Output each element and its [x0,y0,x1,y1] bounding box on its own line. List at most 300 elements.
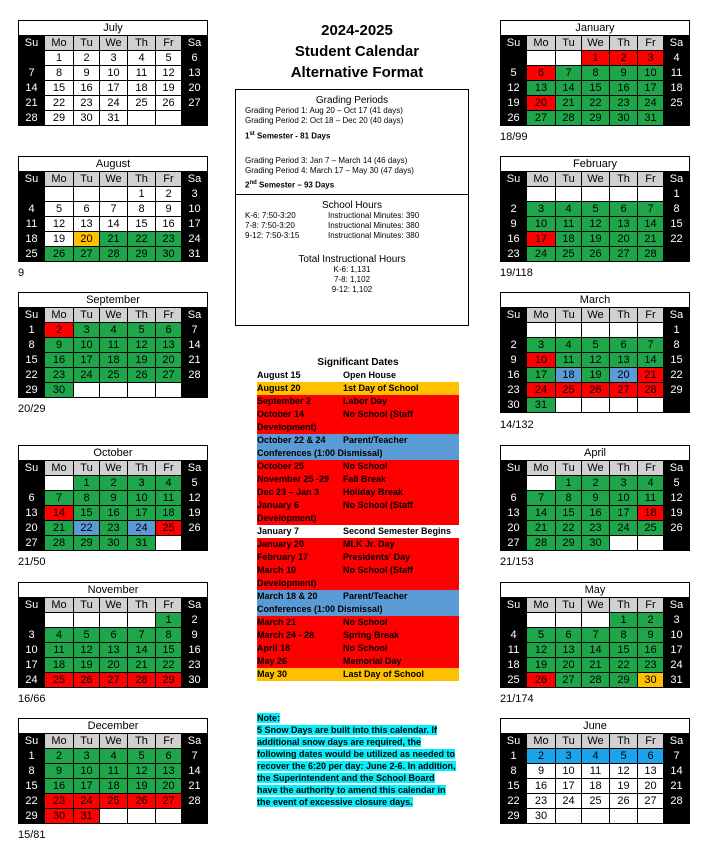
day-cell: 20 [638,779,664,794]
significant-event: No School (Staff Development) [257,409,413,432]
day-cell: 16 [610,81,638,96]
day-cell: 25 [556,247,582,262]
month-calendar [500,20,690,143]
day-cell: 9 [527,764,556,779]
day-cell [582,809,610,824]
weekday-header: Fr [156,598,182,613]
day-cell: 13 [527,81,556,96]
day-cell: 9 [74,66,100,81]
day-cell: 21 [582,658,610,673]
day-cell [582,323,610,338]
day-cell: 13 [556,643,582,658]
weekday-header: Sa [182,36,208,51]
day-cell: 21 [182,779,208,794]
day-cell: 31 [527,398,556,413]
day-cell: 10 [100,66,128,81]
day-cell: 17 [527,232,556,247]
day-cell: 8 [501,764,527,779]
significant-date: September 2 [257,396,312,406]
weekday-header: We [100,308,128,323]
day-cell: 22 [19,794,45,809]
day-cell: 28 [182,794,208,809]
day-cell: 4 [501,628,527,643]
day-cell: 28 [100,247,128,262]
day-cell: 6 [19,491,45,506]
day-cell: 27 [527,111,556,126]
significant-date: October 22 & 24 [257,435,326,445]
day-cell: 27 [610,383,638,398]
weekday-header: Th [128,461,156,476]
day-cell: 4 [664,51,690,66]
weekday-header: Sa [182,461,208,476]
day-cell: 15 [556,506,582,521]
day-cell: 30 [45,809,74,824]
day-cell: 25 [638,521,664,536]
day-cell: 15 [664,217,690,232]
day-cell: 12 [582,217,610,232]
day-cell: 22 [156,658,182,673]
weekday-header: Su [501,598,527,613]
day-cell: 20 [556,658,582,673]
weekday-header: Fr [156,308,182,323]
day-cell: 17 [527,368,556,383]
day-cell: 16 [156,217,182,232]
day-cell [556,323,582,338]
weekday-header: Th [128,734,156,749]
significant-event: Parent/Teacher Conferences (1:00 Dismissal) [257,435,408,458]
day-cell: 23 [45,794,74,809]
day-cell: 24 [664,658,690,673]
day-cell: 19 [664,506,690,521]
day-cell: 16 [638,643,664,658]
day-cell: 7 [182,749,208,764]
day-cell: 8 [19,764,45,779]
significant-date-row [257,395,459,408]
day-cell [100,383,128,398]
day-cell: 31 [638,111,664,126]
day-cell: 30 [182,673,208,688]
day-cell: 11 [582,764,610,779]
day-cell: 19 [582,368,610,383]
weekday-header: We [582,308,610,323]
day-cell: 5 [610,749,638,764]
day-cell: 6 [156,749,182,764]
day-cell: 14 [45,506,74,521]
day-cell: 12 [527,643,556,658]
day-cell [45,476,74,491]
day-cell: 7 [182,323,208,338]
day-cell: 3 [556,749,582,764]
weekday-header: Mo [527,308,556,323]
day-cell: 18 [582,779,610,794]
weekday-header: Su [501,308,527,323]
day-cell: 19 [128,779,156,794]
day-cell: 30 [582,536,610,551]
day-cell: 5 [664,476,690,491]
significant-date: February 17 [257,552,309,562]
day-cell: 15 [664,353,690,368]
day-cell: 8 [556,491,582,506]
day-cell: 2 [100,476,128,491]
day-cell: 30 [100,536,128,551]
weekday-header: Su [19,598,45,613]
day-cell: 19 [74,658,100,673]
day-cell: 31 [128,536,156,551]
day-cell: 3 [19,628,45,643]
day-cell: 3 [527,202,556,217]
day-cell: 14 [638,353,664,368]
day-cell: 21 [527,521,556,536]
day-cell: 31 [182,247,208,262]
day-cell: 14 [19,81,45,96]
day-cell: 19 [128,353,156,368]
weekday-header: Th [610,172,638,187]
day-cell [19,51,45,66]
weekday-header: Mo [45,36,74,51]
day-cell: 20 [156,779,182,794]
day-cell [556,613,582,628]
month-summary: 18/99 [500,131,528,143]
weekday-header: Fr [156,172,182,187]
significant-event: No School [343,643,388,653]
day-cell [45,187,74,202]
weekday-header: Th [128,308,156,323]
month-summary: 21/153 [500,556,534,568]
month-calendar [18,445,208,568]
day-cell: 30 [45,383,74,398]
day-cell: 10 [182,202,208,217]
day-cell [527,323,556,338]
month-title: October [18,445,208,460]
day-cell: 23 [610,96,638,111]
month-summary: 14/132 [500,419,534,431]
weekday-header: Su [19,172,45,187]
note-label: Note: [257,713,280,723]
significant-date: August 20 [257,383,301,393]
day-cell: 13 [182,66,208,81]
month-summary: 15/81 [18,829,46,841]
day-cell: 1 [74,476,100,491]
significant-dates [257,357,459,681]
month-title: September [18,292,208,307]
significant-event: 1st Day of School [343,383,419,393]
day-cell: 2 [610,51,638,66]
month-calendar [18,292,208,415]
weekday-header: Tu [556,734,582,749]
day-cell [19,187,45,202]
significant-date: October 14 [257,409,305,419]
weekday-header: Mo [527,36,556,51]
significant-event: Labor Day [343,396,388,406]
day-cell: 23 [638,658,664,673]
day-cell: 2 [74,51,100,66]
weekday-header: Su [19,36,45,51]
day-cell: 18 [100,353,128,368]
day-cell: 29 [610,673,638,688]
day-cell [582,613,610,628]
day-cell: 10 [74,338,100,353]
day-cell: 3 [74,749,100,764]
day-cell: 8 [664,202,690,217]
weekday-header: Mo [45,308,74,323]
significant-event: Open House [343,370,397,380]
semester-1: 1st Semester - 81 Days [245,131,331,141]
day-cell: 18 [556,232,582,247]
day-cell [100,187,128,202]
month-calendar [500,582,690,705]
day-cell: 2 [45,323,74,338]
day-cell: 24 [556,794,582,809]
day-cell: 23 [45,368,74,383]
significant-event: Holiday Break [343,487,404,497]
day-cell: 15 [128,217,156,232]
day-cell: 5 [501,66,527,81]
day-cell: 16 [501,368,527,383]
significant-date-row [257,486,459,499]
significant-date: January 7 [257,526,300,536]
weekday-header: Th [610,598,638,613]
month-title: May [500,582,690,597]
month-summary: 9 [18,267,25,279]
day-cell [74,187,100,202]
day-cell: 8 [582,66,610,81]
weekday-header: We [100,36,128,51]
day-cell: 27 [100,673,128,688]
day-cell [556,51,582,66]
day-cell [128,383,156,398]
day-cell: 22 [74,521,100,536]
day-cell [501,51,527,66]
significant-date-row [257,408,459,434]
grading-period-2: Grading Period 2: Oct 18 – Dec 20 (40 days) [245,116,404,125]
day-cell [128,809,156,824]
day-cell: 18 [556,368,582,383]
day-cell: 28 [128,673,156,688]
day-cell [45,613,74,628]
weekday-header: Tu [74,461,100,476]
day-cell: 5 [582,338,610,353]
day-cell: 19 [501,96,527,111]
day-cell: 3 [664,613,690,628]
weekday-header: Th [128,598,156,613]
day-cell: 7 [128,628,156,643]
day-cell [527,187,556,202]
school-hours-row: 7-8: 7:50-3:20 Instructional Minutes: 380 [245,221,420,231]
significant-date: Dec 23 – Jan 3 [257,487,320,497]
weekday-header: Sa [664,461,690,476]
weekday-header: Su [19,308,45,323]
month-title: June [500,718,690,733]
significant-event: Memorial Day [343,656,402,666]
day-cell: 21 [556,96,582,111]
day-cell: 25 [45,673,74,688]
day-cell: 10 [664,628,690,643]
day-cell: 4 [156,476,182,491]
weekday-header: Sa [182,734,208,749]
significant-date: May 30 [257,669,288,679]
day-cell: 6 [527,66,556,81]
weekday-header: Tu [74,598,100,613]
day-cell [664,247,690,262]
day-cell: 11 [19,217,45,232]
weekday-header: Mo [527,734,556,749]
significant-date: May 26 [257,656,288,666]
weekday-header: Fr [156,36,182,51]
weekday-header: Su [501,461,527,476]
day-cell: 1 [610,613,638,628]
significant-event: Spring Break [343,630,400,640]
significant-event: MLK Jr. Day [343,539,395,549]
day-cell: 29 [501,809,527,824]
grading-heading: Grading Periods [315,95,389,106]
significant-event: Presidents' Day [343,552,411,562]
day-cell: 10 [128,491,156,506]
grading-period-3: Grading Period 3: Jan 7 – March 14 (46 days) [245,155,408,165]
day-cell: 29 [156,673,182,688]
day-cell: 20 [182,81,208,96]
day-cell: 12 [128,764,156,779]
month-summary: 21/174 [500,693,534,705]
day-cell [610,323,638,338]
day-cell: 22 [610,658,638,673]
day-cell: 11 [100,338,128,353]
day-cell: 13 [156,764,182,779]
day-cell: 5 [582,202,610,217]
day-cell: 4 [556,338,582,353]
day-cell: 11 [45,643,74,658]
weekday-header: Mo [45,598,74,613]
day-cell: 19 [156,81,182,96]
significant-date: April 18 [257,643,291,653]
day-cell: 26 [74,673,100,688]
day-cell: 21 [45,521,74,536]
month-title: August [18,156,208,171]
day-cell: 27 [156,794,182,809]
day-cell: 25 [582,794,610,809]
day-cell: 1 [45,51,74,66]
day-cell [182,536,208,551]
significant-date-row [257,668,459,681]
day-cell: 11 [664,66,690,81]
day-cell: 16 [74,81,100,96]
day-cell: 27 [501,536,527,551]
month-calendar [500,718,690,824]
day-cell: 16 [582,506,610,521]
day-cell: 18 [100,779,128,794]
day-cell: 6 [610,338,638,353]
day-cell: 26 [128,368,156,383]
day-cell: 1 [156,613,182,628]
day-cell [156,383,182,398]
weekday-header: Fr [156,461,182,476]
day-cell: 9 [45,764,74,779]
significant-date-row [257,616,459,629]
significant-date-row [257,590,459,616]
day-cell: 26 [182,521,208,536]
day-cell: 4 [19,202,45,217]
day-cell: 26 [501,111,527,126]
day-cell: 6 [156,323,182,338]
day-cell: 1 [556,476,582,491]
day-cell: 15 [582,81,610,96]
weekday-header: Sa [664,172,690,187]
weekday-header: Su [19,734,45,749]
day-cell: 6 [638,749,664,764]
weekday-header: We [582,36,610,51]
day-cell: 18 [128,81,156,96]
day-cell: 9 [610,66,638,81]
day-cell [664,398,690,413]
day-cell: 9 [45,338,74,353]
day-cell: 17 [128,506,156,521]
day-cell: 20 [527,96,556,111]
significant-date-row [257,642,459,655]
significant-date-row [257,655,459,668]
day-cell: 28 [638,247,664,262]
day-cell [638,536,664,551]
day-cell [501,613,527,628]
month-title: December [18,718,208,733]
day-cell: 7 [556,66,582,81]
day-cell: 21 [182,353,208,368]
day-cell: 15 [501,779,527,794]
significant-date-row [257,473,459,486]
weekday-header: Tu [556,461,582,476]
day-cell: 12 [182,491,208,506]
month-title: February [500,156,690,171]
day-cell: 28 [556,111,582,126]
day-cell: 4 [128,51,156,66]
day-cell: 14 [100,217,128,232]
day-cell: 24 [527,383,556,398]
month-summary: 16/66 [18,693,46,705]
weekday-header: Mo [45,172,74,187]
day-cell: 10 [527,217,556,232]
note-text: 5 Snow Days are built into this calendar. If additional snow days are required, the following dates would be utilized as needed to recover the 6:20 per day: June 2-6. In addition, the Superintendent and the School Board have the authority to amend this calendar in the event of excessive closure days. [257,725,456,807]
day-cell: 26 [664,521,690,536]
snow-day-note [257,712,457,808]
day-cell: 21 [19,96,45,111]
day-cell: 21 [100,232,128,247]
day-cell: 17 [74,353,100,368]
day-cell: 26 [582,247,610,262]
significant-date: August 15 [257,370,301,380]
weekday-header: Fr [638,461,664,476]
day-cell: 16 [182,643,208,658]
day-cell: 23 [501,383,527,398]
day-cell: 14 [182,338,208,353]
weekday-header: Su [19,461,45,476]
day-cell: 14 [182,764,208,779]
day-cell: 13 [100,643,128,658]
day-cell: 22 [664,368,690,383]
day-cell: 27 [74,247,100,262]
month-calendar [18,156,208,279]
day-cell: 8 [664,338,690,353]
day-cell: 2 [182,613,208,628]
day-cell: 3 [527,338,556,353]
day-cell [610,398,638,413]
day-cell: 2 [45,749,74,764]
day-cell [664,809,690,824]
day-cell: 18 [638,506,664,521]
day-cell: 26 [45,247,74,262]
day-cell: 14 [556,81,582,96]
significant-date: January 20 [257,539,305,549]
weekday-header: Fr [638,598,664,613]
weekday-header: Tu [556,36,582,51]
day-cell: 30 [74,111,100,126]
